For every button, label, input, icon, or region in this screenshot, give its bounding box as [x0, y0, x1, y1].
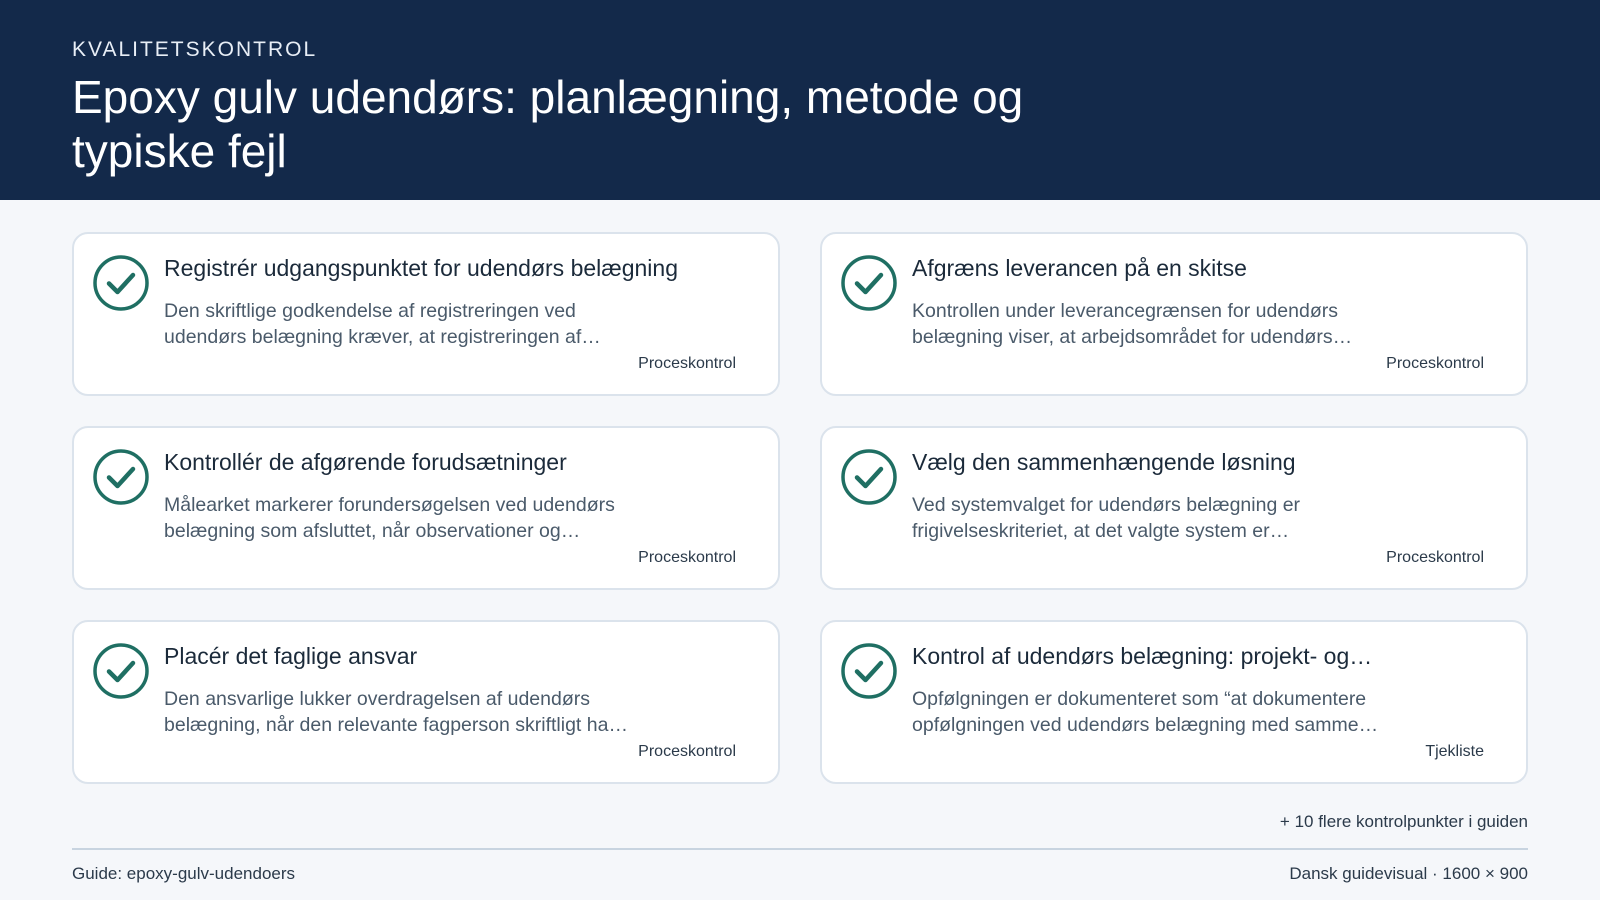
card-tag: Proceskontrol — [1386, 549, 1484, 566]
checkpoint-card[interactable] — [820, 426, 1528, 590]
card-title: Registrér udgangspunktet for udendørs belægning — [164, 255, 678, 281]
more-checkpoints-link[interactable]: + 10 flere kontrolpunkter i guiden — [1279, 812, 1528, 831]
footer-guide-label: Guide: epoxy-gulv-udendoers — [72, 864, 296, 883]
card-title: Vælg den sammenhængende løsning — [912, 449, 1296, 475]
card-tag: Proceskontrol — [1386, 355, 1484, 372]
checkpoint-card[interactable] — [72, 232, 780, 396]
card-tag: Proceskontrol — [638, 549, 736, 566]
checklist-grid — [72, 232, 1528, 784]
check-circle-icon — [92, 448, 150, 506]
check-circle-icon — [840, 642, 898, 700]
card-tag: Proceskontrol — [638, 743, 736, 760]
checkpoint-card[interactable] — [72, 426, 780, 590]
card-tag: Tjekliste — [1425, 743, 1484, 760]
card-description: Opfølgningen er dokumenteret som “at dokumentere opfølgningen ved udendørs belægning med samme… — [912, 688, 1379, 736]
footer-format-label: Dansk guidevisual · 1600 × 900 — [1289, 864, 1528, 883]
eyebrow-label: KVALITETSKONTROL — [72, 38, 318, 61]
card-description: Den ansvarlige lukker overdragelsen af udendørs belægning, når den relevante fagperson skriftligt ha… — [164, 688, 628, 736]
check-circle-icon — [92, 642, 150, 700]
page-header — [0, 0, 1600, 200]
check-circle-icon — [840, 448, 898, 506]
card-title: Placér det faglige ansvar — [164, 643, 418, 669]
check-circle-icon — [840, 254, 898, 312]
checkpoint-card[interactable] — [72, 620, 780, 784]
card-tag: Proceskontrol — [638, 355, 736, 372]
card-title: Kontrol af udendørs belægning: projekt- og… — [912, 643, 1373, 669]
card-description: Ved systemvalget for udendørs belægning er frigivelseskriteriet, at det valgte system er… — [912, 494, 1301, 542]
card-description: Målearket markerer forundersøgelsen ved udendørs belægning som afsluttet, når observationer og… — [164, 494, 615, 542]
checkpoint-card[interactable] — [820, 620, 1528, 784]
card-title: Afgræns leverancen på en skitse — [912, 255, 1247, 281]
card-description: Den skriftlige godkendelse af registreringen ved udendørs belægning kræver, at registreringen af… — [164, 300, 601, 348]
check-circle-icon — [92, 254, 150, 312]
page-title: Epoxy gulv udendørs: planlægning, metode og typiske fejl — [72, 71, 1024, 177]
card-title: Kontrollér de afgørende forudsætninger — [164, 449, 567, 475]
footer-divider — [72, 848, 1528, 850]
checkpoint-card[interactable] — [820, 232, 1528, 396]
card-description: Kontrollen under leverancegrænsen for udendørs belægning viser, at arbejdsområdet for udendørs… — [912, 300, 1353, 348]
